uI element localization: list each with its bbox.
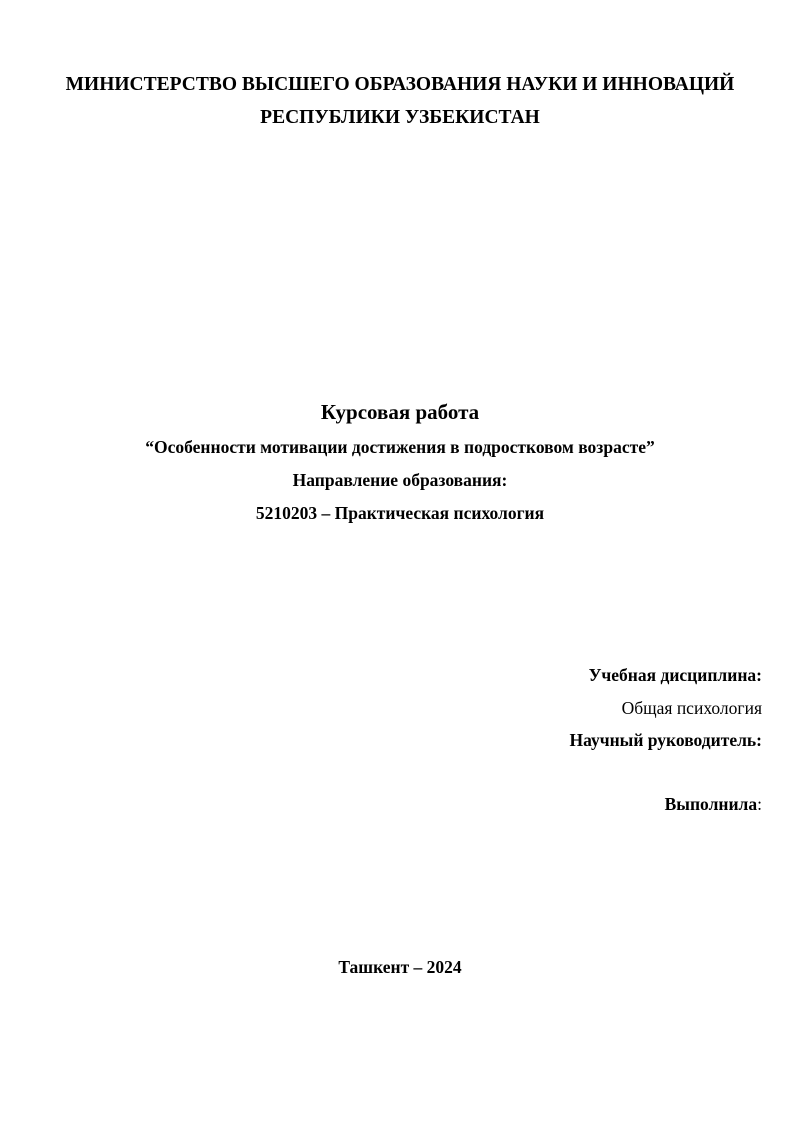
author-label-text: Выполнила	[664, 794, 758, 814]
author-label-colon: :	[757, 794, 762, 814]
supervisor-label: Научный руководитель:	[569, 730, 762, 750]
discipline-label: Учебная дисциплина:	[588, 665, 762, 685]
course-work-topic: “Особенности мотивации достижения в подростковом возрасте”	[145, 437, 655, 457]
ministry-header-line-2: РЕСПУБЛИКИ УЗБЕКИСТАН	[260, 107, 540, 128]
discipline-value: Общая психология	[621, 698, 762, 718]
course-work-title: Курсовая работа	[320, 400, 480, 424]
ministry-header-line-1: МИНИСТЕРСТВО ВЫСШЕГО ОБРАЗОВАНИЯ НАУКИ И ИННОВАЦИЙ	[65, 74, 735, 95]
author-label	[665, 794, 762, 815]
education-direction-value: 5210203 – Практическая психология	[255, 503, 545, 523]
city-year-footer: Ташкент – 2024	[338, 957, 462, 977]
education-direction-label: Направление образования:	[292, 470, 508, 490]
